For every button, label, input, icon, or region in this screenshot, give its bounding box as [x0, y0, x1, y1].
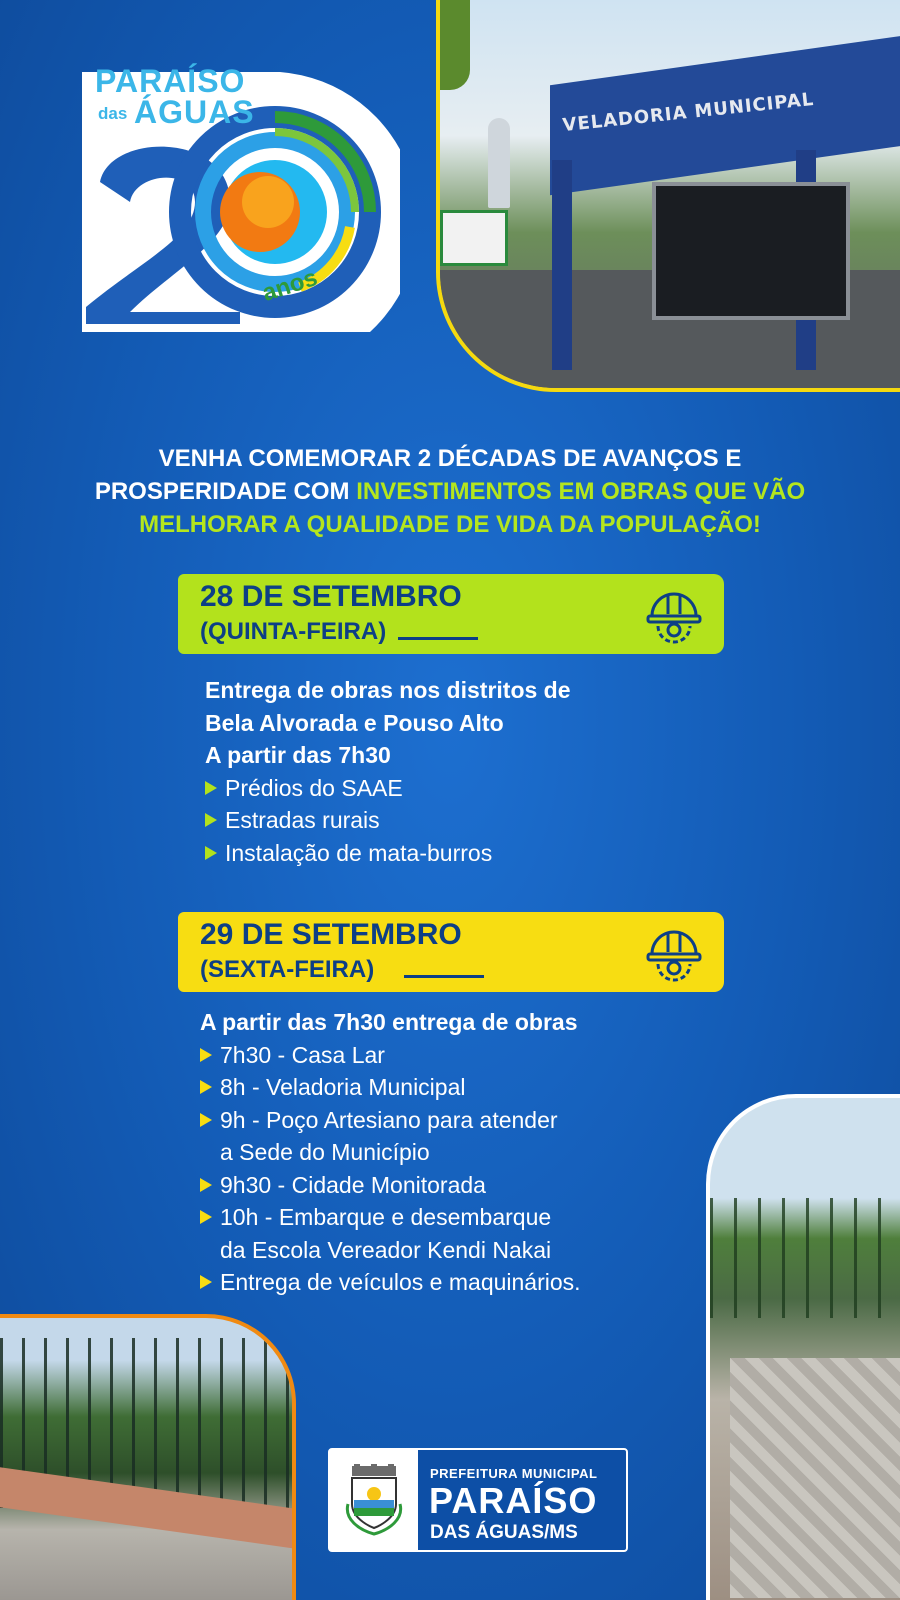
municipal-crest-icon — [344, 1464, 404, 1536]
list-item-text: 8h - Veladoria Municipal — [220, 1074, 466, 1100]
day1-date-header — [178, 574, 724, 654]
prefeitura-label: PREFEITURA MUNICIPAL — [430, 1466, 598, 1481]
list-item-text: 7h30 - Casa Lar — [220, 1041, 385, 1068]
list-item-continuation: a Sede do Município — [220, 1139, 430, 1165]
list-item-text: Estradas rurais — [225, 807, 380, 833]
triangle-bullet-icon — [200, 1048, 212, 1062]
building-pillar — [552, 160, 572, 370]
list-item-text: Entrega de veículos e maquinários. — [220, 1269, 581, 1295]
paving-work-photo — [706, 1094, 900, 1600]
triangle-bullet-icon — [200, 1113, 212, 1127]
headline-green: INVESTIMENTOS EM OBRAS QUE VÃO MELHORAR A QUALIDADE DE VIDA DA POPULAÇÃO! — [139, 478, 806, 538]
logo-das: das — [98, 104, 128, 123]
list-item — [200, 1071, 700, 1104]
photo-tree — [440, 0, 470, 90]
day2-intro: A partir das 7h30 entrega de obras — [200, 1009, 578, 1035]
photo-pavers — [730, 1358, 900, 1598]
list-item — [205, 837, 725, 870]
day2-underline — [404, 975, 484, 978]
list-item-text: Instalação de mata-burros — [225, 839, 493, 866]
triangle-bullet-icon — [205, 846, 217, 860]
helmet-gear-icon — [642, 920, 706, 984]
list-item-continuation: da Escola Vereador Kendi Nakai — [220, 1236, 552, 1263]
photo-rocket-monument — [488, 118, 510, 208]
photo-sign-board — [440, 210, 508, 266]
crest-container — [330, 1450, 418, 1550]
triangle-bullet-icon — [200, 1275, 212, 1289]
day1-intro-line: Bela Alvorada e Pouso Alto — [205, 709, 504, 736]
list-item — [200, 1104, 700, 1137]
list-item-text: Prédios do SAAE — [225, 774, 403, 801]
building-glass-door — [652, 182, 850, 320]
day2-date-header — [178, 912, 724, 992]
day2-schedule — [200, 1006, 700, 1299]
prefeitura-state: DAS ÁGUAS/MS — [430, 1522, 578, 1543]
day1-intro-line: Entrega de obras nos distritos de — [205, 677, 571, 703]
list-item — [200, 1201, 700, 1234]
list-item — [200, 1266, 700, 1299]
day2-date: 29 DE SETEMBRO — [200, 918, 462, 951]
helmet-gear-icon — [642, 582, 706, 646]
list-item-text: 9h - Poço Artesiano para atender — [220, 1106, 558, 1133]
list-item-text: 9h30 - Cidade Monitorada — [220, 1171, 486, 1198]
prefeitura-badge — [328, 1448, 628, 1552]
headline-white: VENHA COMEMORAR 2 DÉCADAS DE AVANÇOS E PROSPERIDADE COM — [94, 445, 742, 505]
list-item — [205, 804, 725, 837]
headline — [60, 442, 840, 541]
logo-title-paraiso: PARAÍSO — [95, 63, 246, 99]
logo-aguas: ÁGUAS — [134, 94, 255, 130]
day1-schedule — [205, 674, 725, 869]
triangle-bullet-icon — [200, 1178, 212, 1192]
building-sign: VELADORIA MUNICIPAL — [561, 88, 816, 137]
day1-underline — [398, 637, 478, 640]
day1-start-time: A partir das 7h30 — [205, 742, 391, 768]
list-item — [200, 1039, 700, 1072]
list-item — [200, 1169, 700, 1202]
day2-weekday: (SEXTA-FEIRA) — [200, 956, 375, 983]
logo-anos: anos — [259, 264, 321, 308]
triangle-bullet-icon — [200, 1210, 212, 1224]
triangle-bullet-icon — [205, 781, 217, 795]
day1-weekday: (QUINTA-FEIRA) — [200, 618, 387, 645]
photo-fence — [710, 1198, 900, 1318]
triangle-bullet-icon — [205, 813, 217, 827]
veladoria-photo — [436, 0, 900, 392]
list-item — [205, 772, 725, 805]
list-item-text: 10h - Embarque e desembarque — [220, 1204, 552, 1230]
day1-date: 28 DE SETEMBRO — [200, 580, 462, 613]
fence-work-photo — [0, 1314, 296, 1600]
triangle-bullet-icon — [200, 1080, 212, 1094]
prefeitura-city: PARAÍSO — [429, 1480, 598, 1521]
